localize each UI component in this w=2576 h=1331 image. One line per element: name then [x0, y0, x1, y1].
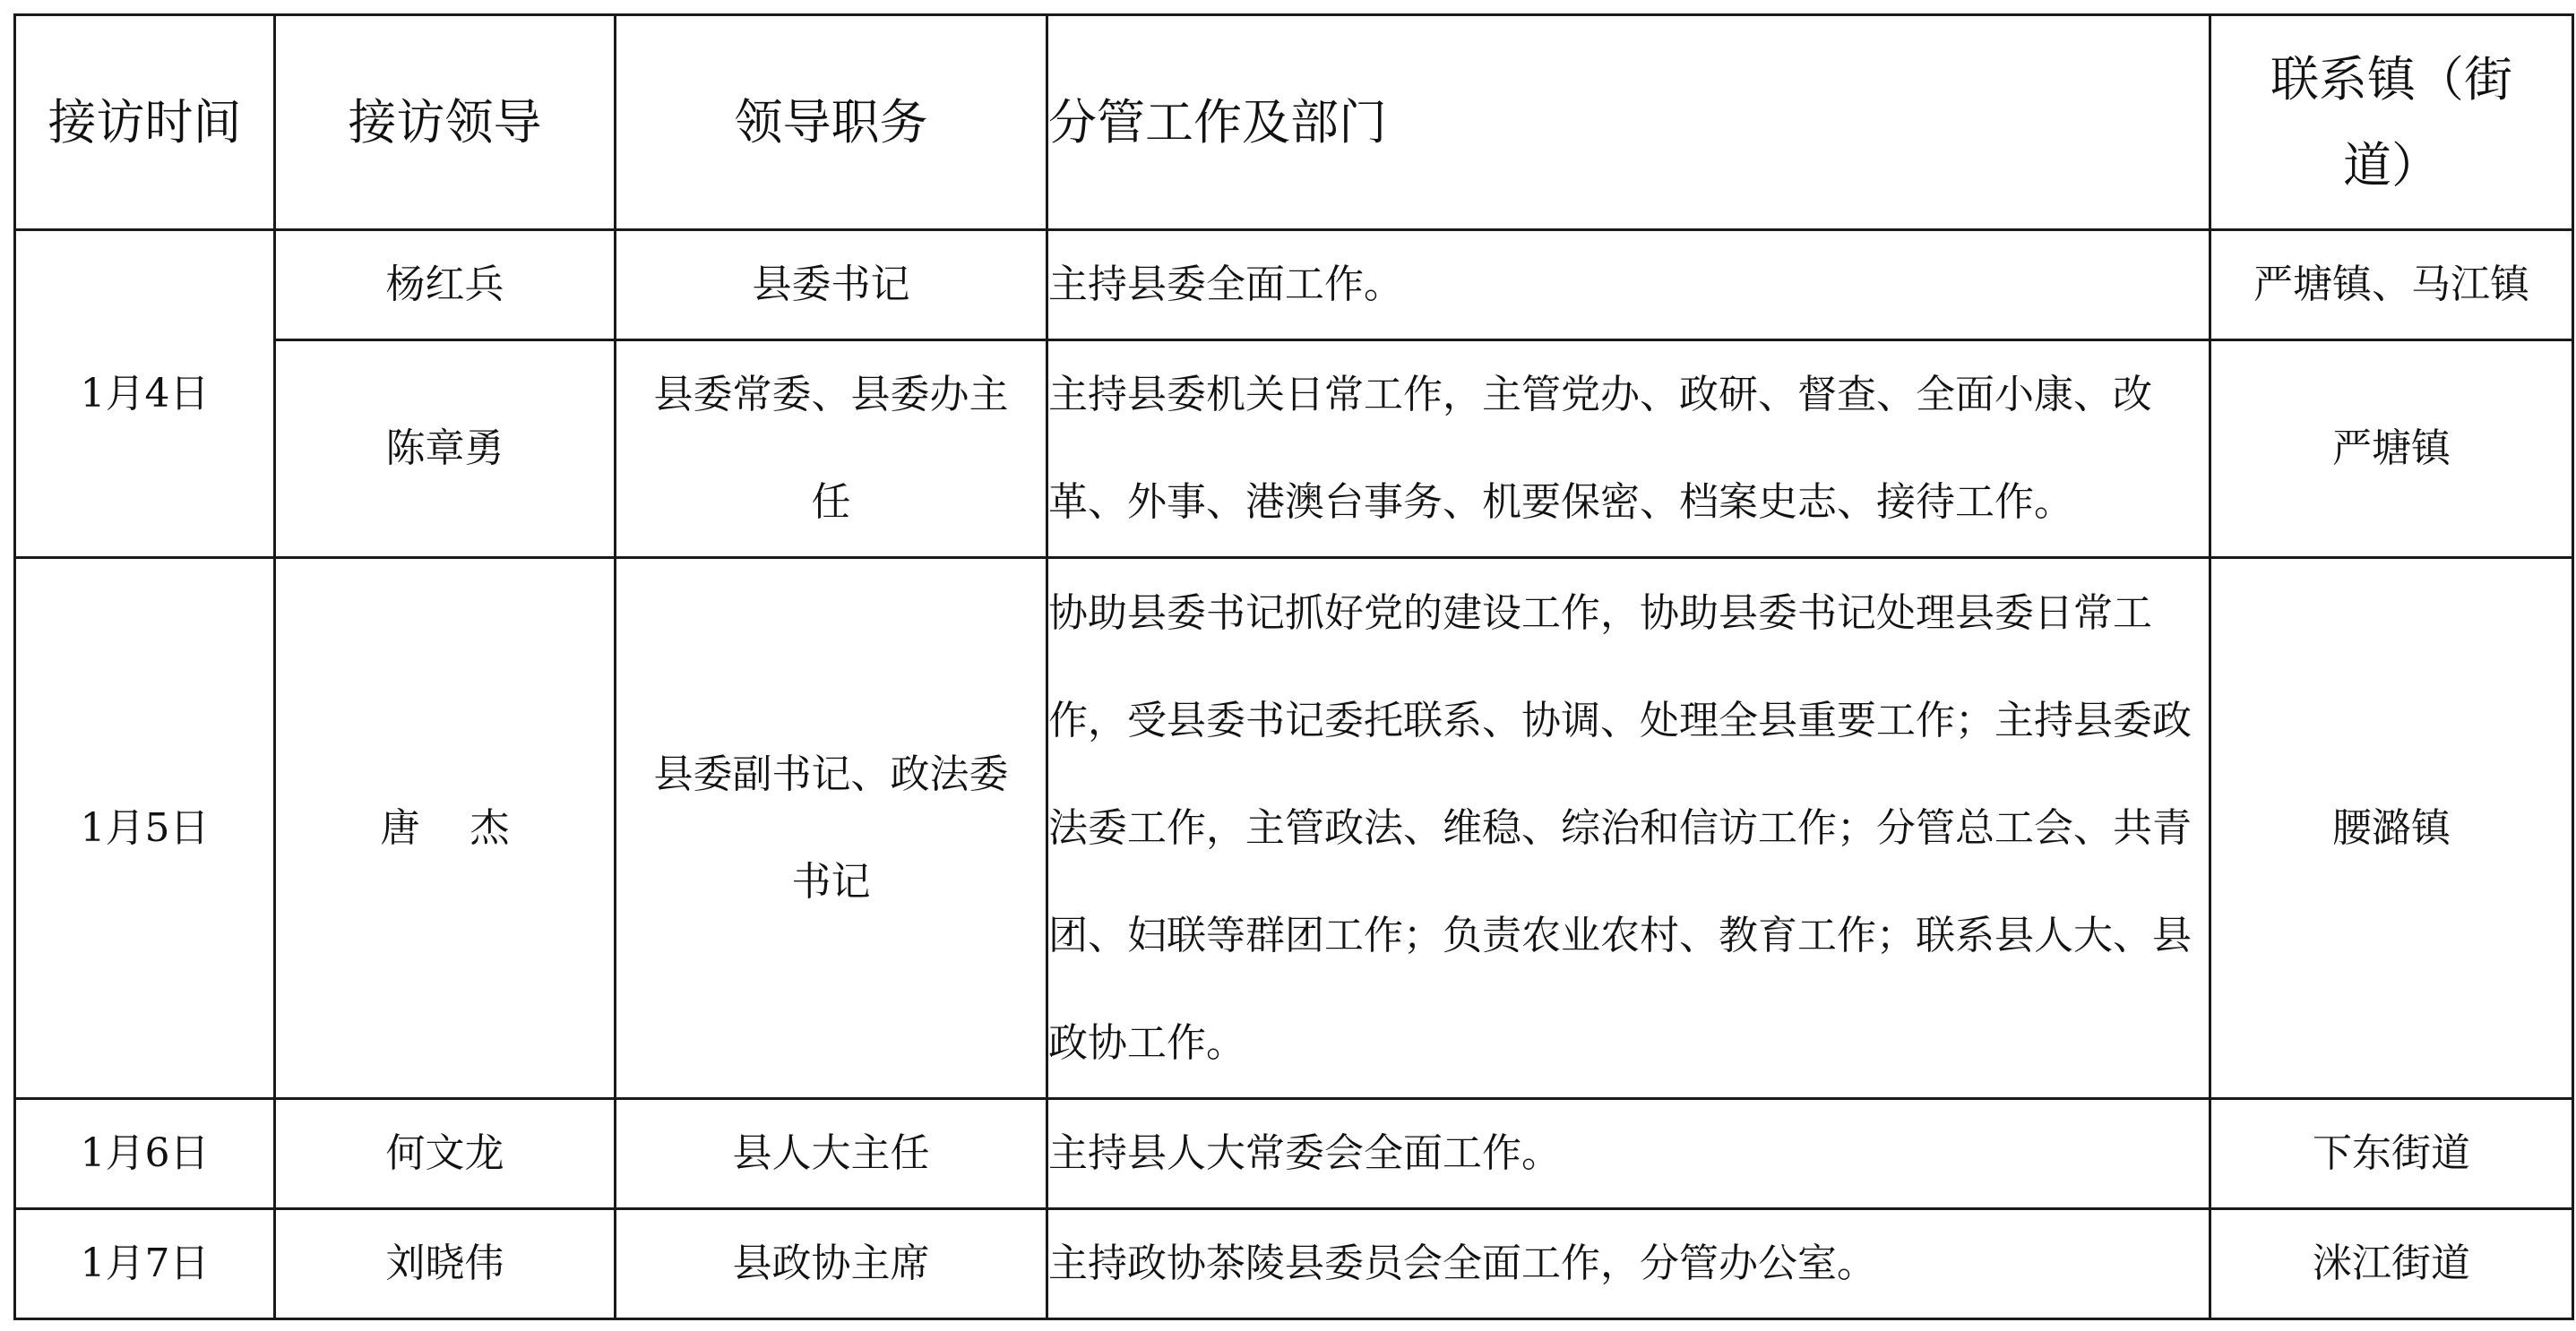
date-cell: 1月7日: [15, 1209, 275, 1319]
contact-town: 严塘镇: [2210, 340, 2573, 558]
table-row: [15, 230, 2573, 340]
header-row: [15, 15, 2573, 230]
leader-position: 县政协主席: [616, 1209, 1047, 1319]
leader-duties: 主持县委全面工作。: [1047, 230, 2210, 340]
leader-position: 县人大主任: [616, 1099, 1047, 1209]
leader-name: 刘晓伟: [275, 1209, 616, 1319]
date-cell: 1月4日: [15, 230, 275, 558]
leader-name: 陈章勇: [275, 340, 616, 558]
leader-position: [616, 340, 1047, 558]
contact-town: 腰潞镇: [2210, 558, 2573, 1099]
contact-town: 下东街道: [2210, 1099, 2573, 1209]
header-town-text: 联系镇（街道）: [2270, 50, 2512, 193]
header-time: 接访时间: [15, 15, 275, 230]
leader-position: [616, 558, 1047, 1099]
contact-town: 严塘镇、马江镇: [2210, 230, 2573, 340]
leader-position-text: 县委副书记、政法委书记: [653, 751, 1009, 905]
date-cell: 1月5日: [15, 558, 275, 1099]
header-duties: 分管工作及部门: [1047, 15, 2210, 230]
table-row: [15, 340, 2573, 558]
date-cell: 1月6日: [15, 1099, 275, 1209]
header-town: [2210, 15, 2573, 230]
leader-name: 唐杰: [275, 558, 616, 1099]
reception-schedule-table: [13, 13, 2574, 1320]
leader-name: 杨红兵: [275, 230, 616, 340]
header-leader: 接访领导: [275, 15, 616, 230]
header-position: 领导职务: [616, 15, 1047, 230]
contact-town: 洣江街道: [2210, 1209, 2573, 1319]
table-row: [15, 1209, 2573, 1319]
table-row: [15, 1099, 2573, 1209]
leader-duties: 主持县人大常委会全面工作。: [1047, 1099, 2210, 1209]
leader-position-text: 县委常委、县委办主任: [653, 372, 1009, 525]
leader-duties: 协助县委书记抓好党的建设工作，协助县委书记处理县委日常工作，受县委书记委托联系、协调、处理全县重要工作；主持县委政法委工作，主管政法、维稳、综治和信访工作；分管总工会、共青团、妇联等群团工作；负责农业农村、教育工作；联系县人大、县政协工作。: [1047, 558, 2210, 1099]
leader-name: 何文龙: [275, 1099, 616, 1209]
leader-duties: 主持政协茶陵县委员会全面工作，分管办公室。: [1047, 1209, 2210, 1319]
table-row: [15, 558, 2573, 1099]
leader-duties: 主持县委机关日常工作，主管党办、政研、督查、全面小康、改革、外事、港澳台事务、机要保密、档案史志、接待工作。: [1047, 340, 2210, 558]
leader-position: 县委书记: [616, 230, 1047, 340]
